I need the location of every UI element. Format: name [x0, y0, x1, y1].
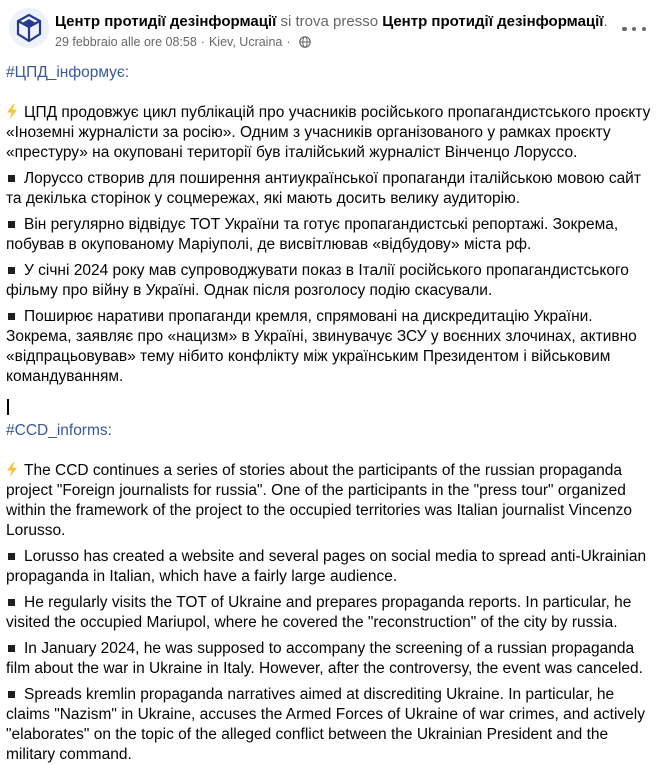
bullet-item-en: Spreads kremlin propaganda narratives aimed at discrediting Ukraine. In particular, he claims "Nazism" in Ukraine, accuses the Armed Forces of Ukraine of war crimes, and actively "elaborates" on the topic of the alleged conflict between the Ukrainian President and the military command.	[6, 686, 645, 763]
page-name-link[interactable]: Центр протидії дезінформації	[55, 13, 277, 30]
checkin-connector: si trova presso	[276, 13, 383, 30]
post-meta	[55, 34, 311, 50]
black-square-bullet-icon	[8, 221, 15, 228]
meta-separator: ·	[200, 35, 205, 49]
more-dot-icon	[642, 27, 647, 32]
bullet-item-ua: Лоруссо створив для поширення антиукраїнської пропаганди італійською мовою сайт та декілька сторінок у соцмережах, які мають досить велику аудиторію.	[6, 170, 641, 207]
hashtag-en[interactable]: #CCD_informs:	[6, 422, 112, 439]
black-square-bullet-icon	[8, 599, 15, 606]
black-square-bullet-icon	[8, 267, 15, 274]
post-body	[6, 63, 656, 765]
globe-icon[interactable]	[299, 36, 311, 48]
intro-paragraph-en: The CCD continues a series of stories about the participants of the russian propaganda project "Foreign journalists for russia". One of the participants in the "press tour" organized within the framework of the project to the occupied territories was Italian journalist Vincenzo Lorusso.	[6, 462, 633, 539]
ccd-logo-icon	[9, 8, 49, 48]
bullet-item-en: Lorusso has created a website and several pages on social media to spread anti-Ukrainian propaganda in Italian, which have a fairly large audience.	[6, 548, 647, 585]
more-options-button[interactable]	[622, 22, 646, 36]
lightning-bolt-icon	[6, 104, 18, 119]
black-square-bullet-icon	[8, 691, 15, 698]
black-square-bullet-icon	[8, 645, 15, 652]
black-square-bullet-icon	[8, 313, 15, 320]
title-period: .	[603, 13, 608, 30]
location-link[interactable]: Центр протидії дезінформації	[382, 13, 604, 30]
black-square-bullet-icon	[8, 175, 15, 182]
meta-separator-2: ·	[286, 35, 291, 49]
bullet-item-ua: Поширює наративи пропаганди кремля, спрямовані на дискредитацію України. Зокрема, заявляє про «нацизм» в Україні, звинувачує ЗСУ у воєнних злочинах, активно «відпрацьовував» тему нібито конфлікту між українським Президентом і військовим командуванням.	[6, 308, 637, 385]
post-title	[55, 12, 608, 31]
more-dot-icon	[632, 27, 637, 32]
divider-bar	[7, 399, 9, 415]
bullet-item-ua: У січні 2024 року мав супроводжувати показ в Італії російського пропагандистського фільму про війну в Україні. Однак після розголосу подію скасували.	[6, 262, 629, 299]
bullet-item-en: In January 2024, he was supposed to accompany the screening of a russian propaganda film about the war in Ukraine in Italy. However, after the controversy, the event was canceled.	[6, 640, 643, 677]
lightning-bolt-icon	[6, 462, 18, 477]
more-dot-icon	[622, 27, 627, 32]
bullet-item-en: He regularly visits the TOT of Ukraine and prepares propaganda reports. In particular, he visited the occupied Mariupol, where he covered the "reconstruction" of the city by russia.	[6, 594, 632, 631]
black-square-bullet-icon	[8, 553, 15, 560]
page-avatar[interactable]	[9, 8, 49, 48]
post-header	[0, 0, 666, 60]
post-place[interactable]: Kiev, Ucraina	[208, 35, 283, 49]
intro-paragraph-ua: ЦПД продовжує цикл публікацій про учасників російського пропагандистського проєкту «Іноземні журналісти за росію». Одним з учасників організованого у рамках проєкту «престуру» на окуповані території був італійський журналіст Вінченцо Лоруссо.	[6, 104, 651, 161]
bullet-item-ua: Він регулярно відвідує ТОТ України та готує пропагандистські репортажі. Зокрема, побував в окупованому Маріуполі, де висвітлював «відбудову» міста рф.	[6, 216, 619, 253]
post-timestamp[interactable]: 29 febbraio alle ore 08:58	[55, 35, 197, 49]
hashtag-ua[interactable]: #ЦПД_інформує:	[6, 64, 130, 81]
